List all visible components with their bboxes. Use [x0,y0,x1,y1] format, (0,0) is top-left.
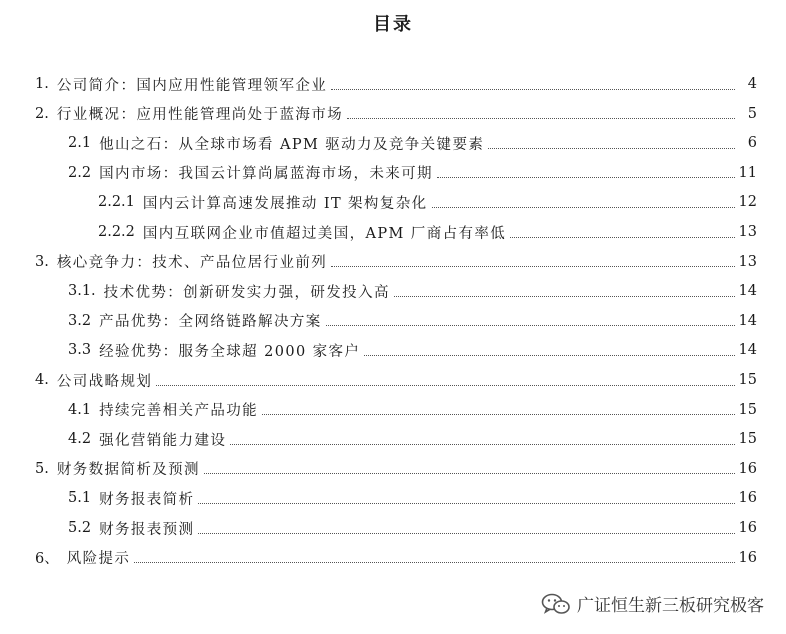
toc-page: 14 [738,342,757,359]
toc-label: 他山之石：从全球市场看 APM 驱动力及竞争关键要素 [99,136,485,153]
toc-label: 持续完善相关产品功能 [99,403,259,420]
toc-page: 12 [738,194,757,211]
toc-number: 2.1 [68,135,92,152]
toc-number: 5.2 [68,520,92,536]
toc-entry[interactable] [98,218,757,246]
toc-number: 3.1. [68,283,96,300]
toc-entry[interactable] [35,366,757,394]
toc-number: 4.1 [68,401,92,418]
toc-entry[interactable] [35,70,757,98]
toc-entry[interactable] [35,100,757,128]
toc-leader [488,148,735,149]
toc-number: 4. [35,372,49,388]
toc-leader [331,89,735,90]
toc-entry[interactable] [68,396,757,424]
toc-page: 6 [747,135,757,152]
toc-entry[interactable] [68,159,757,187]
toc-page: 4 [747,76,757,92]
toc-number: 1. [35,76,49,92]
toc-entry[interactable] [68,484,757,512]
toc-entry[interactable] [68,514,757,542]
toc-number: 2.2.1 [98,194,135,211]
toc-page: 16 [738,460,757,477]
toc-page: 15 [738,401,757,418]
toc-label: 公司简介：国内应用性能管理领军企业 [56,77,328,94]
toc-entry[interactable] [35,455,757,483]
toc-entry[interactable] [68,425,757,453]
toc-label: 行业概况：应用性能管理尚处于蓝海市场 [56,107,344,124]
toc-number: 2. [35,105,49,122]
toc-leader [510,237,734,238]
toc-label: 核心竞争力：技术、产品位居行业前列 [56,255,328,272]
toc-page: 16 [738,549,757,566]
toc-leader [134,562,734,563]
toc-page: 14 [738,283,757,300]
toc-leader [347,118,735,119]
toc-label: 财务数据简析及预测 [56,462,200,479]
toc-entry[interactable] [68,277,757,305]
toc-label: 技术优势：创新研发实力强，研发投入高 [103,284,390,301]
toc-label: 国内云计算高速发展推动 IT 架构复杂化 [142,195,428,212]
toc-label: 国内互联网企业市值超过美国，APM 厂商占有率低 [142,225,507,242]
toc-number: 3. [35,253,49,270]
toc-page: 13 [738,253,757,270]
toc-label: 产品优势：全网络链路解决方案 [99,314,322,331]
toc-entry[interactable] [68,336,757,364]
toc-page: 15 [738,372,757,388]
toc-label: 经验优势：服务全球超 2000 家客户 [99,343,361,360]
toc-leader [437,177,735,178]
toc-number: 3.3 [68,342,92,359]
toc-page: 11 [738,164,757,181]
watermark [541,591,764,616]
toc-page: 13 [738,224,757,240]
toc-leader [230,444,734,445]
toc-number: 2.2.2 [98,224,135,240]
toc-number: 6、 [35,551,59,568]
watermark-text: 广证恒生新三板研究极客 [577,596,764,616]
toc-leader [432,207,735,208]
toc-page: 15 [738,431,757,448]
toc-leader [198,503,734,504]
toc-page: 14 [738,312,757,329]
toc-entry[interactable] [68,307,757,335]
toc-number: 2.2 [68,164,92,181]
toc-label: 国内市场：我国云计算尚属蓝海市场，未来可期 [99,166,433,183]
toc-label: 风险提示 [66,551,131,568]
toc-page: 16 [738,520,757,536]
toc-leader [156,385,734,386]
toc-leader [204,473,735,474]
toc-leader [331,266,734,267]
toc-leader [198,533,734,534]
toc-label: 财务报表预测 [99,521,195,538]
toc-number: 5. [35,460,49,477]
toc-entry[interactable] [98,188,757,216]
toc-entry[interactable] [35,544,757,572]
toc-label: 强化营销能力建设 [99,432,227,449]
toc-page: 16 [738,490,757,507]
toc-leader [326,325,735,326]
toc-page: 5 [747,105,757,122]
toc-number: 5.1 [68,490,92,507]
toc-leader [262,414,734,415]
toc-leader [394,296,735,297]
wechat-icon [541,592,571,616]
toc-number: 4.2 [68,431,92,448]
page-title: 目录 [373,14,413,35]
toc-entry[interactable] [68,129,757,157]
toc-entry[interactable] [35,248,757,276]
toc-number: 3.2 [68,312,92,329]
toc-label: 财务报表简析 [99,491,195,508]
toc-label: 公司战略规划 [56,373,153,390]
toc-leader [364,355,734,356]
